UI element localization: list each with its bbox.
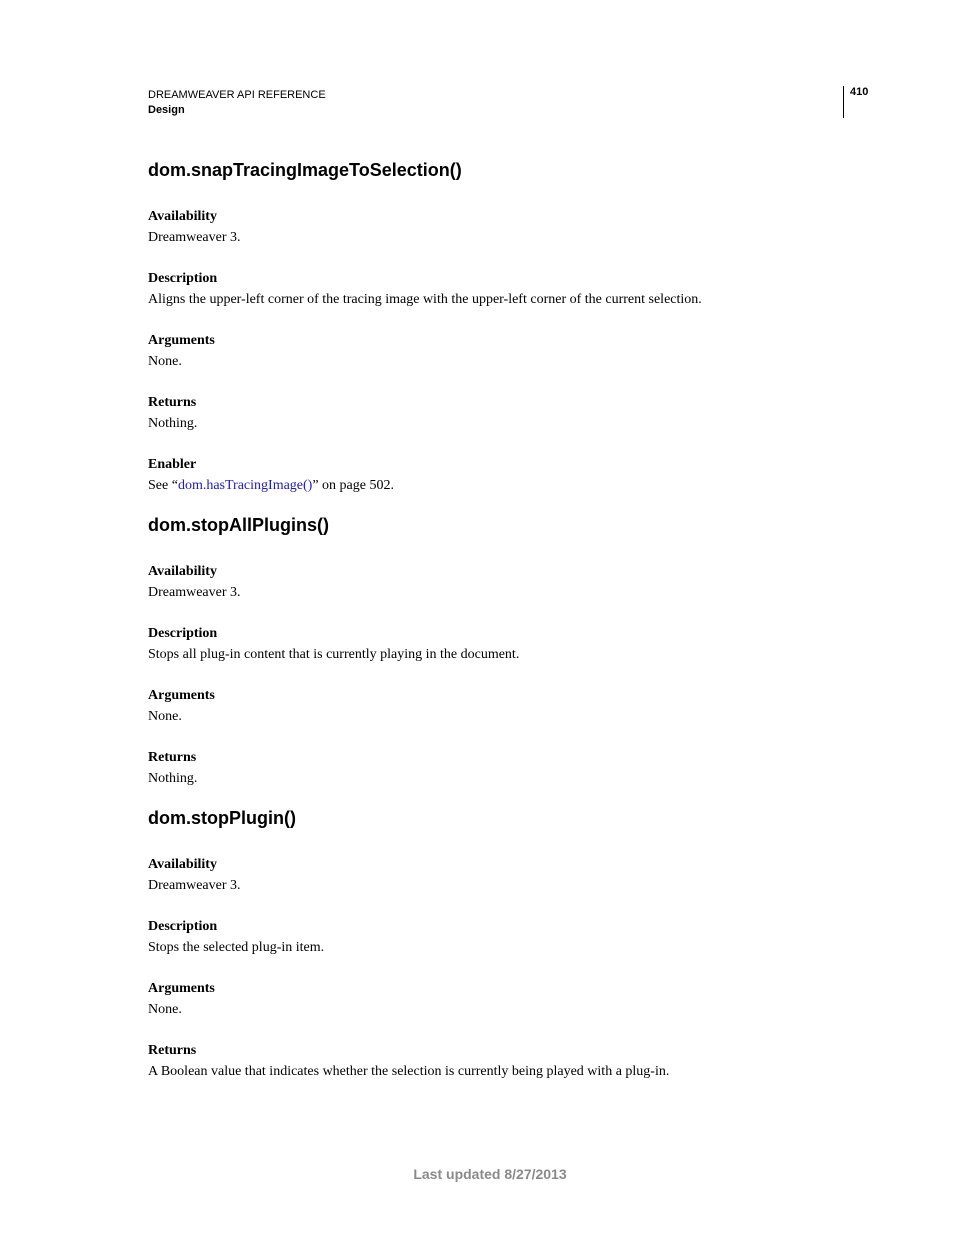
description-block: [148, 916, 848, 958]
arguments-label: Arguments: [148, 981, 215, 996]
arguments-text: None.: [148, 1002, 182, 1017]
page-content: [148, 156, 848, 1097]
enabler-link[interactable]: dom.hasTracingImage(): [177, 478, 313, 493]
availability-block: [148, 206, 848, 248]
arguments-label: Arguments: [148, 688, 215, 703]
page-number: 410: [850, 86, 869, 98]
arguments-block: [148, 330, 848, 372]
description-text: Stops all plug-in content that is currently playing in the document.: [148, 647, 520, 662]
availability-block: [148, 854, 848, 896]
enabler-prefix: See “: [148, 478, 178, 493]
enabler-text: [148, 475, 848, 496]
availability-label: Availability: [148, 209, 217, 224]
description-block: [148, 623, 848, 665]
availability-text: Dreamweaver 3.: [148, 230, 241, 245]
arguments-text: None.: [148, 354, 182, 369]
returns-block: [148, 747, 848, 789]
returns-label: Returns: [148, 750, 197, 765]
function-stop-all-plugins: [148, 511, 848, 789]
description-block: [148, 268, 848, 310]
enabler-block: [148, 454, 848, 496]
description-label: Description: [148, 919, 218, 934]
enabler-label: Enabler: [148, 457, 197, 472]
description-text: Aligns the upper-left corner of the tracing image with the upper-left corner of the current selection.: [148, 292, 702, 307]
description-text: Stops the selected plug-in item.: [148, 940, 325, 955]
enabler-suffix: ” on page 502.: [312, 478, 394, 493]
availability-text: Dreamweaver 3.: [148, 878, 241, 893]
returns-text: Nothing.: [148, 416, 198, 431]
availability-text: Dreamweaver 3.: [148, 585, 241, 600]
last-updated-footer: Last updated 8/27/2013: [413, 1166, 567, 1182]
arguments-text: None.: [148, 709, 182, 724]
arguments-label: Arguments: [148, 333, 215, 348]
function-title: dom.snapTracingImageToSelection(): [148, 160, 462, 180]
section-name: Design: [148, 104, 185, 116]
function-snap-tracing-image-to-selection: [148, 156, 848, 496]
function-title: dom.stopAllPlugins(): [148, 515, 329, 535]
returns-text: Nothing.: [148, 771, 198, 786]
returns-block: [148, 1040, 848, 1082]
returns-block: [148, 392, 848, 434]
availability-label: Availability: [148, 857, 217, 872]
arguments-block: [148, 978, 848, 1020]
arguments-block: [148, 685, 848, 727]
description-label: Description: [148, 271, 218, 286]
returns-text: A Boolean value that indicates whether the selection is currently being played with a plug-in.: [148, 1064, 670, 1079]
document-title: DREAMWEAVER API REFERENCE: [148, 89, 326, 101]
availability-label: Availability: [148, 564, 217, 579]
function-stop-plugin: [148, 804, 848, 1082]
availability-block: [148, 561, 848, 603]
header-divider: [843, 86, 844, 118]
running-header: [148, 88, 326, 118]
returns-label: Returns: [148, 1043, 197, 1058]
function-title: dom.stopPlugin(): [148, 808, 296, 828]
description-label: Description: [148, 626, 218, 641]
returns-label: Returns: [148, 395, 197, 410]
